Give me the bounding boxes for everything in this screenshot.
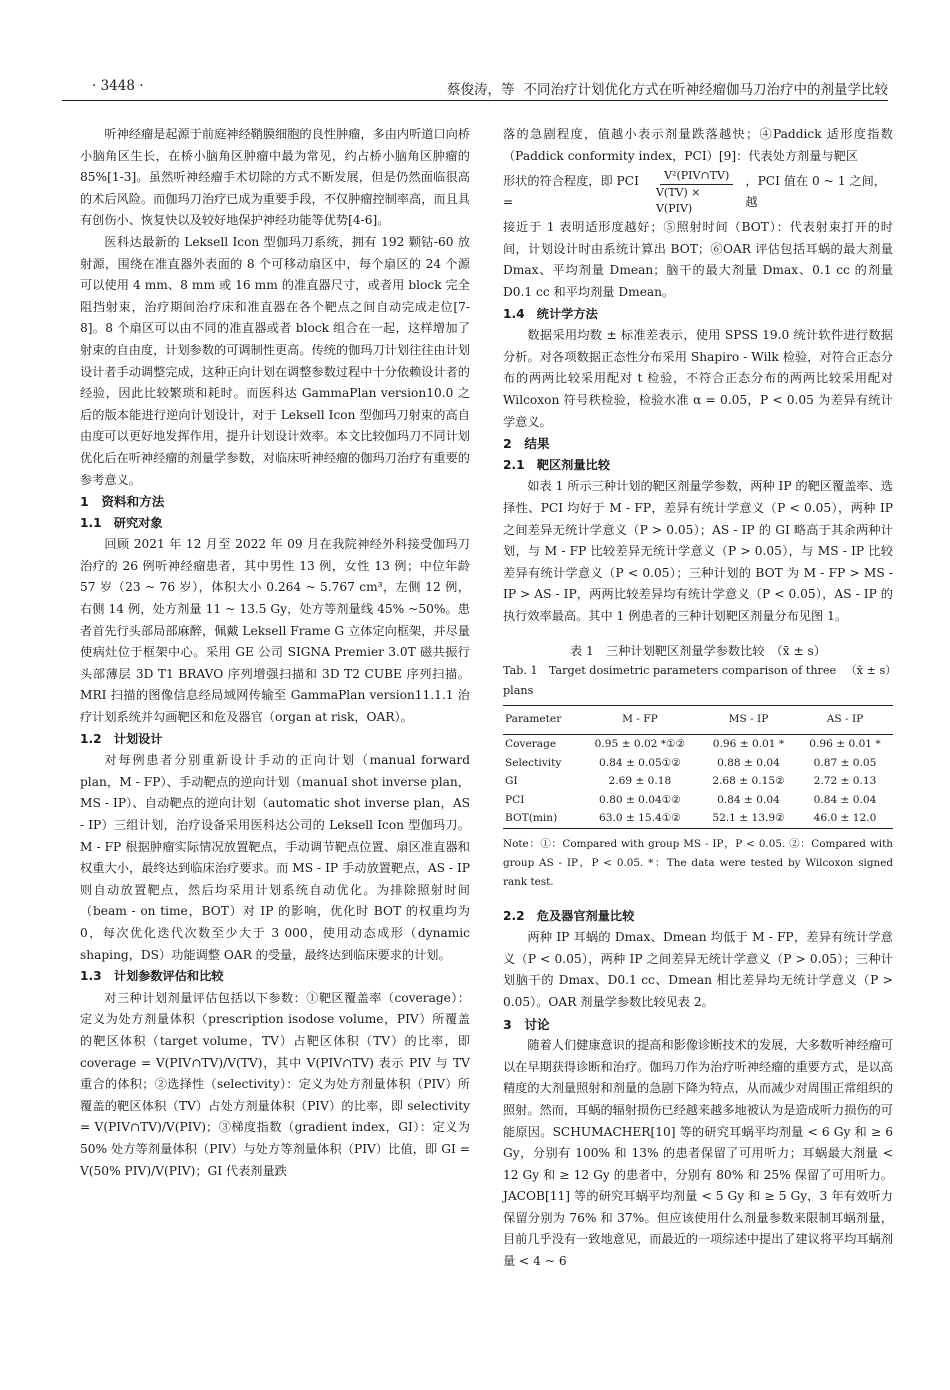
table-cell: 0.80 ± 0.04①② [598, 793, 681, 806]
section-1-2-heading: 1.2 计划设计 [80, 731, 163, 746]
section-3-heading: 3 讨论 [503, 1016, 550, 1032]
table-cell: 0.84 ± 0.04 [717, 793, 780, 806]
page-number: · 3448 · [92, 78, 144, 94]
table-cell: 0.96 ± 0.01 * [712, 738, 785, 751]
intro-paragraph-1: 听神经瘤是起源于前庭神经鞘膜细胞的良性肿瘤，多由内听道口向桥小脑角区生长，在桥小脑角区肿瘤中最为常见，约占桥小脑角区肿瘤的 85%[1-3]。虽然听神经瘤手术切除的方式不断发展，但是仍然面临很高的术后风险。而伽玛刀治疗已成为重要手段，不仅肿瘤控制率高，而且具有创伤小、恢复快以及较好地保护神经功能等优势[4-6]。 [80, 127, 471, 228]
table-row [503, 772, 893, 791]
table-1-note: Note：①：Compared with group MS - IP，P < 0.05. ②：Compared with group AS - IP，P < 0.05. *：The data were tested by Wilcoxon signed rank test. [503, 837, 893, 888]
table-row [503, 791, 893, 810]
section-1-1-paragraph: 回顾 2021 年 12 月至 2022 年 09 月在我院神经外科接受伽玛刀治疗的 26 例听神经瘤患者，其中男性 13 例，女性 13 例；中位年龄 57 岁（23 ~ 76 岁），体积大小 0.264 ~ 5.767 cm³，左侧 12 例，右侧 14 例，处方剂量 11 ~ 13.5 Gy，处方等剂量线 45% ~50%。患者首先行头部局部麻醉，佩戴 Leksell Frame G 立体定向框架，并尽量使病灶位于框架中心。采用 GE 公司 SIGNA Premier 3.0T 磁共振行头部薄层 3D T1 BRAVO 序列增强扫描和 3D T2 CUBE 序列扫描。MRI 扫描的图像信息经局域网传输至 GammaPlan version11.1.1 治疗计划系统并勾画靶区和危及器官（organ at risk，OAR）。 [80, 537, 470, 725]
section-1-3-heading: 1.3 计划参数评估和比较 [80, 969, 224, 984]
table-cell: 2.72 ± 0.13 [813, 775, 877, 788]
table-header-cell: AS - IP [797, 706, 893, 735]
table-cell: 0.84 ± 0.04 [813, 793, 877, 806]
section-1-2-paragraph: 对每例患者分别重新设计手动的正向计划（manual forward plan，M - FP）、手动靶点的逆向计划（manual shot inverse plan，MS - IP）、自动靶点的逆向计划（automatic shot inverse plan，AS - IP）三组计划，治疗设备采用医科达公司的 Leksell Icon 型伽玛刀。M - FP 根据肿瘤实际情况放置靶点，手动调节靶点位置、扇区准直器和权重大小，最终达到临床治疗要求。而 MS - IP 手动放置靶点，AS - IP 则自动放置靶点，然后均采用计划系统自动优化。为排除照射时间（beam - on time，BOT）对 IP 的影响，优化时 BOT 的权重均为 0，每次优化迭代次数至少大于 3 000，使用动态成形（dynamic shaping，DS）功能调整 OAR 的受量，最终达到临床要求的计划。 [80, 753, 470, 962]
table-cell: 2.69 ± 0.18 [608, 775, 672, 788]
table-cell: Selectivity [505, 756, 562, 769]
table-1-caption: 表 1 三种计划靶区剂量学参数比较 （x̄ ± s） [570, 644, 826, 659]
table-cell: BOT(min) [503, 809, 580, 828]
section-1-1-heading: 1.1 研究对象 [80, 515, 163, 530]
section-2-2-heading: 2.2 危及器官剂量比较 [503, 908, 635, 923]
section-2-heading: 2 结果 [503, 436, 550, 452]
section-2-1-heading: 2.1 靶区剂量比较 [503, 457, 610, 472]
running-authors: 蔡俊涛，等 [447, 82, 515, 98]
table-header-cell: M - FP [580, 706, 700, 735]
section-1-heading: 1 资料和方法 [80, 494, 165, 510]
pci-denominator: V(TV) × V(PIV) [655, 185, 701, 215]
table-cell: 0.84 ± 0.05①② [598, 756, 681, 769]
pci-formula-lead: 形状的符合程度，即 PCI = [503, 173, 639, 210]
table-cell: 0.88 ± 0.04 [717, 756, 780, 769]
table-cell: Coverage [505, 738, 557, 751]
table-cell: PCI [505, 793, 525, 806]
pci-formula-tail: ，PCI 值在 0 ~ 1 之间，越 [745, 173, 886, 210]
running-title: 不同治疗计划优化方式在听神经瘤伽马刀治疗中的剂量学比较 [523, 82, 888, 98]
table-cell: 46.0 ± 12.0 [797, 809, 893, 828]
table-1-caption-unit: （x̄ ± s） [845, 664, 897, 678]
pci-fraction [656, 168, 737, 217]
table-header-row [503, 706, 893, 735]
continued-paragraph-a: 落的急剧程度，值越小表示剂量跌落越快；④Paddick 适形度指数（Paddick conformity index，PCI）[9]：代表处方剂量与靶区 [503, 127, 893, 163]
table-row [503, 809, 893, 828]
section-3-paragraph: 随着人们健康意识的提高和影像诊断技术的发展，大多数听神经瘤可以在早期获得诊断和治疗。伽玛刀作为治疗听神经瘤的重要方式，是以高精度的大剂量照射和剂量的急剧下降为特点，从而减少对周围正常组织的照射。然而，耳蜗的辐射损伤已经越来越多地被认为是造成听力损伤的可能原因。SCHUMACHER[10] 等的研究耳蜗平均剂量 < 6 Gy 和 ≥ 6 Gy，分别有 100% 和 13% 的患者保留了可用听力；耳蜗最大剂量 < 12 Gy 和 ≥ 12 Gy 的患者中，分别有 80% 和 25% 保留了可用听力。JACOB[11] 等的研究耳蜗平均剂量 < 5 Gy 和 ≥ 5 Gy，3 年有效听力保留分别为 76% 和 37%。但应该使用什么剂量参数来限制耳蜗剂量，目前几乎没有一致地意见，而最近的一项综述中提出了建议将平均耳蜗剂量 < 4 ~ 6 [503, 1038, 894, 1269]
continued-paragraph-b: 接近于 1 表明适形度越好；⑤照射时间（BOT）：代表射束打开的时间，计划设计时由系统计算出 BOT；⑥OAR 评估包括耳蜗的最大剂量 Dmax、平均剂量 Dmean；脑干的最大剂量 Dmax、0.1 cc 的剂量 D0.1 cc 和平均剂量 Dmean。 [503, 220, 893, 299]
table-1-caption-en: Tab. 1 Target dosimetric parameters comparison of three plans [503, 664, 837, 698]
table-1 [503, 705, 893, 828]
table-row [503, 735, 893, 754]
table-row [503, 754, 893, 773]
table-header-cell: MS - IP [700, 706, 797, 735]
table-1-caption-en-row [503, 661, 897, 701]
pci-formula [503, 167, 893, 217]
intro-paragraph-2: 医科达最新的 Leksell Icon 型伽玛刀系统，拥有 192 颗钴-60 放射源，围绕在准直器外表面的 8 个可移动扇区中，每个扇区的 24 个源可以使用 4 mm、8 mm 或 16 mm 的准直器尺寸，或者用 block 完全阻挡射束，治疗期间治疗床和准直器在各个靶点之间自动完成走位[7-8]。8 个扇区可以由不同的准直器或者 block 组合在一起，这样增加了射束的自由度，计划参数的可调制性更高。传统的伽玛刀计划往往由计划设计者手动调整完成，这种正向计划在调整参数过程中十分依赖设计者的经验，因此比较繁琐和耗时。而医科达 GammaPlan version10.0 之后的版本能进行逆向计划设计，对于 Leksell Icon 型伽玛刀射束的高自由度可以更好地发挥作用，提升计划设计效率。本文比较伽玛刀不同计划优化后在听神经瘤的剂量学参数，对临床听神经瘤的伽玛刀治疗有重要的参考意义。 [80, 234, 470, 487]
table-cell: 0.96 ± 0.01 * [809, 738, 881, 751]
section-1-3-paragraph: 对三种计划剂量评估包括以下参数：①靶区覆盖率（coverage）：定义为处方剂量体积（prescription isodose volume，PIV）所覆盖的靶区体积（target volume，TV）占靶区体积（TV）的比率，即 coverage = V(PIV∩TV)/V(TV)，其中 V(PIV∩TV) 表示 PIV 与 TV 重合的体积；②选择性（selectivity）：定义为处方剂量体积（PIV）所覆盖的靶区体积（TV）占处方剂量体积（PIV）的比率，即 selectivity = V(PIV∩TV)/V(PIV)；③梯度指数（gradient index，GI）：定义为 50% 处方等剂量体积（PIV）与处方等剂量体积（PIV）比值，即 GI = V(50% PIV)/V(PIV)；GI 代表剂量跌 [80, 990, 470, 1178]
table-cell: 2.68 ± 0.15② [712, 775, 785, 788]
section-2-2-paragraph: 两种 IP 耳蜗的 Dmax、Dmean 均低于 M - FP，差异有统计学意义（P < 0.05），两种 IP 之间差异无统计学意义（P > 0.05）；三种计划脑干的 Dmax、D0.1 cc、Dmean 相比差异均无统计学意义（P > 0.05）。OAR 剂量学参数比较见表 2。 [503, 930, 893, 1009]
table-cell: 52.1 ± 13.9② [700, 809, 797, 828]
left-column [80, 124, 470, 1182]
section-1-4-paragraph: 数据采用均数 ± 标准差表示，使用 SPSS 19.0 统计软件进行数据分析。对各项数据正态性分布采用 Shapiro - Wilk 检验，对符合正态分布的两两比较采用配对 t 检验，不符合正态分布的两两比较采用配对 Wilcoxon 符号秩检验，检验水准 α = 0.05，P < 0.05 为差异有统计学意义。 [503, 328, 893, 429]
right-column [503, 124, 897, 1273]
table-cell: 0.87 ± 0.05 [813, 756, 877, 769]
table-cell: GI [505, 775, 518, 788]
section-2-1-paragraph: 如表 1 所示三种计划的靶区剂量学参数，两种 IP 的靶区覆盖率、选择性、PCI 均好于 M - FP，差异有统计学意义（P < 0.05），两种 IP 之间差异无统计学意义（P > 0.05）；AS - IP 的 GI 略高于其余两种计划，与 M - FP 比较差异无统计学意义（P > 0.05），与 MS - IP 比较差异有统计学意义（P < 0.05）；三种计划的 BOT 为 M - FP > MS - IP > AS - IP，两两比较差异均有统计学意义（P < 0.05），AS - IP 的执行效率最高。其中 1 例患者的三种计划靶区剂量分布见图 1。 [503, 479, 893, 623]
table-cell: 0.95 ± 0.02 *①② [594, 738, 686, 751]
header-divider [62, 100, 888, 101]
table-header-cell: Parameter [503, 706, 580, 735]
table-cell: 63.0 ± 15.4①② [580, 809, 700, 828]
section-1-4-heading: 1.4 统计学方法 [503, 306, 598, 321]
pci-numerator: V²(PIV∩TV) [660, 168, 733, 185]
